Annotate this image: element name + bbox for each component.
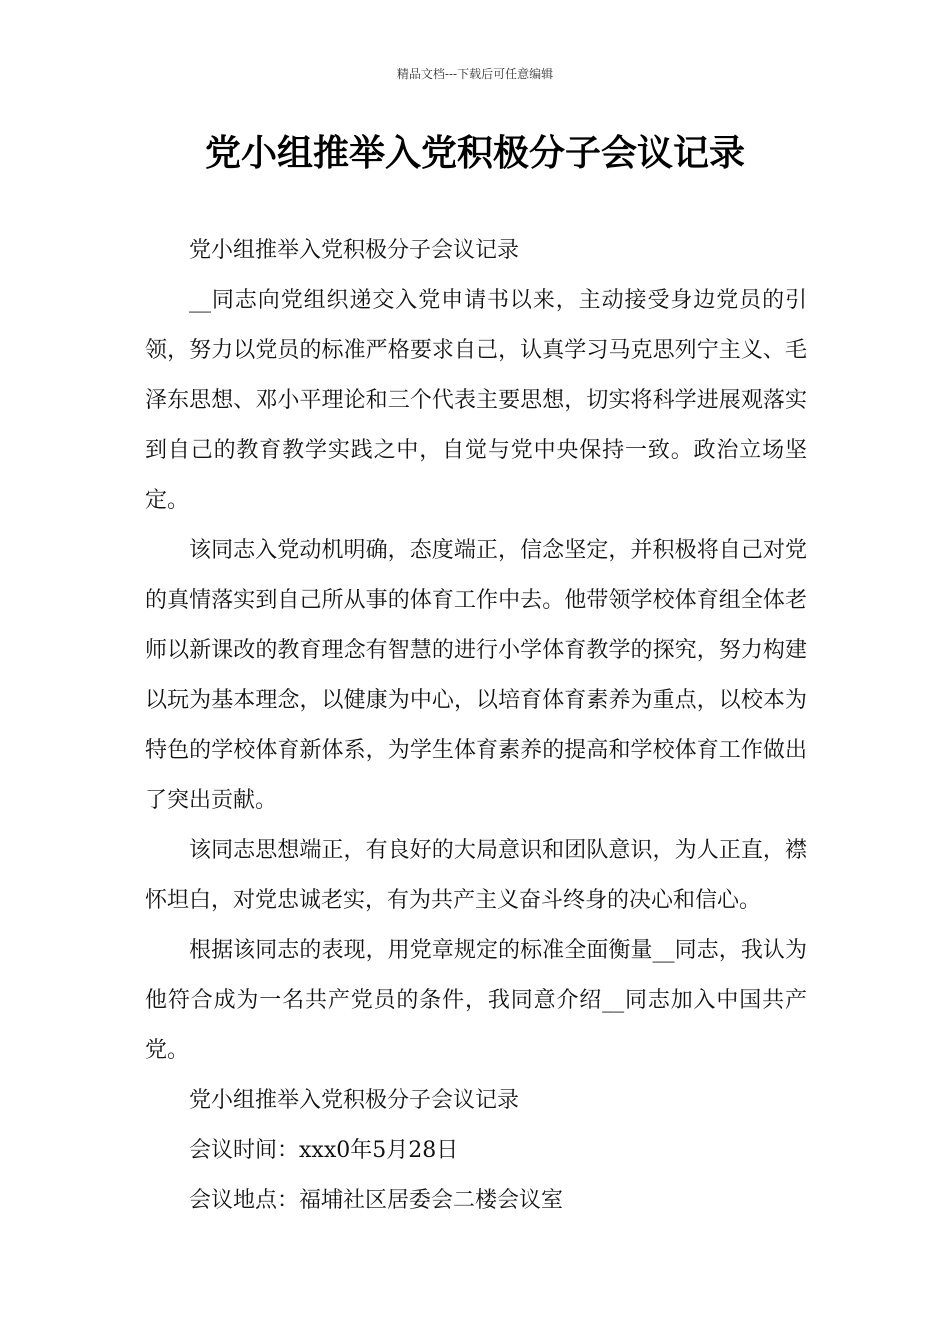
section-heading: 党小组推举入党积极分子会议记录 xyxy=(189,1088,520,1113)
document-body xyxy=(145,226,807,1226)
header-note: 精品文档---下载后可任意编辑 xyxy=(396,67,554,81)
body-paragraph: 根据该同志的表现，用党章规定的标准全面衡量__同志，我认为他符合成为一名共产党员的条件，我同意介绍__同志加入中国共产党。 xyxy=(145,938,807,1063)
body-paragraph: __同志向党组织递交入党申请书以来，主动接受身边党员的引领，努力以党员的标准严格要求自己，认真学习马克思列宁主义、毛泽东思想、邓小平理论和三个代表主要思想，切实将科学进展观落实到自己的教育教学实践之中，自觉与党中央保持一致。政治立场坚定。 xyxy=(145,288,807,513)
subtitle-paragraph: 党小组推举入党积极分子会议记录 xyxy=(189,238,520,263)
body-paragraph: 该同志思想端正，有良好的大局意识和团队意识，为人正直，襟怀坦白，对党忠诚老实，有为共产主义奋斗终身的决心和信心。 xyxy=(145,838,807,913)
body-paragraph: 该同志入党动机明确，态度端正，信念坚定，并积极将自己对党的真情落实到自己所从事的体育工作中去。他带领学校体育组全体老师以新课改的教育理念有智慧的进行小学体育教学的探究，努力构建以玩为基本理念，以健康为中心，以培育体育素养为重点，以校本为特色的学校体育新体系，为学生体育素养的提高和学校体育工作做出了突出贡献。 xyxy=(145,538,807,813)
meeting-time: 会议时间：xxx0年5月28日 xyxy=(189,1138,459,1163)
document-title: 党小组推举入党积极分子会议记录 xyxy=(204,132,745,174)
meeting-location: 会议地点：福埔社区居委会二楼会议室 xyxy=(189,1188,564,1213)
